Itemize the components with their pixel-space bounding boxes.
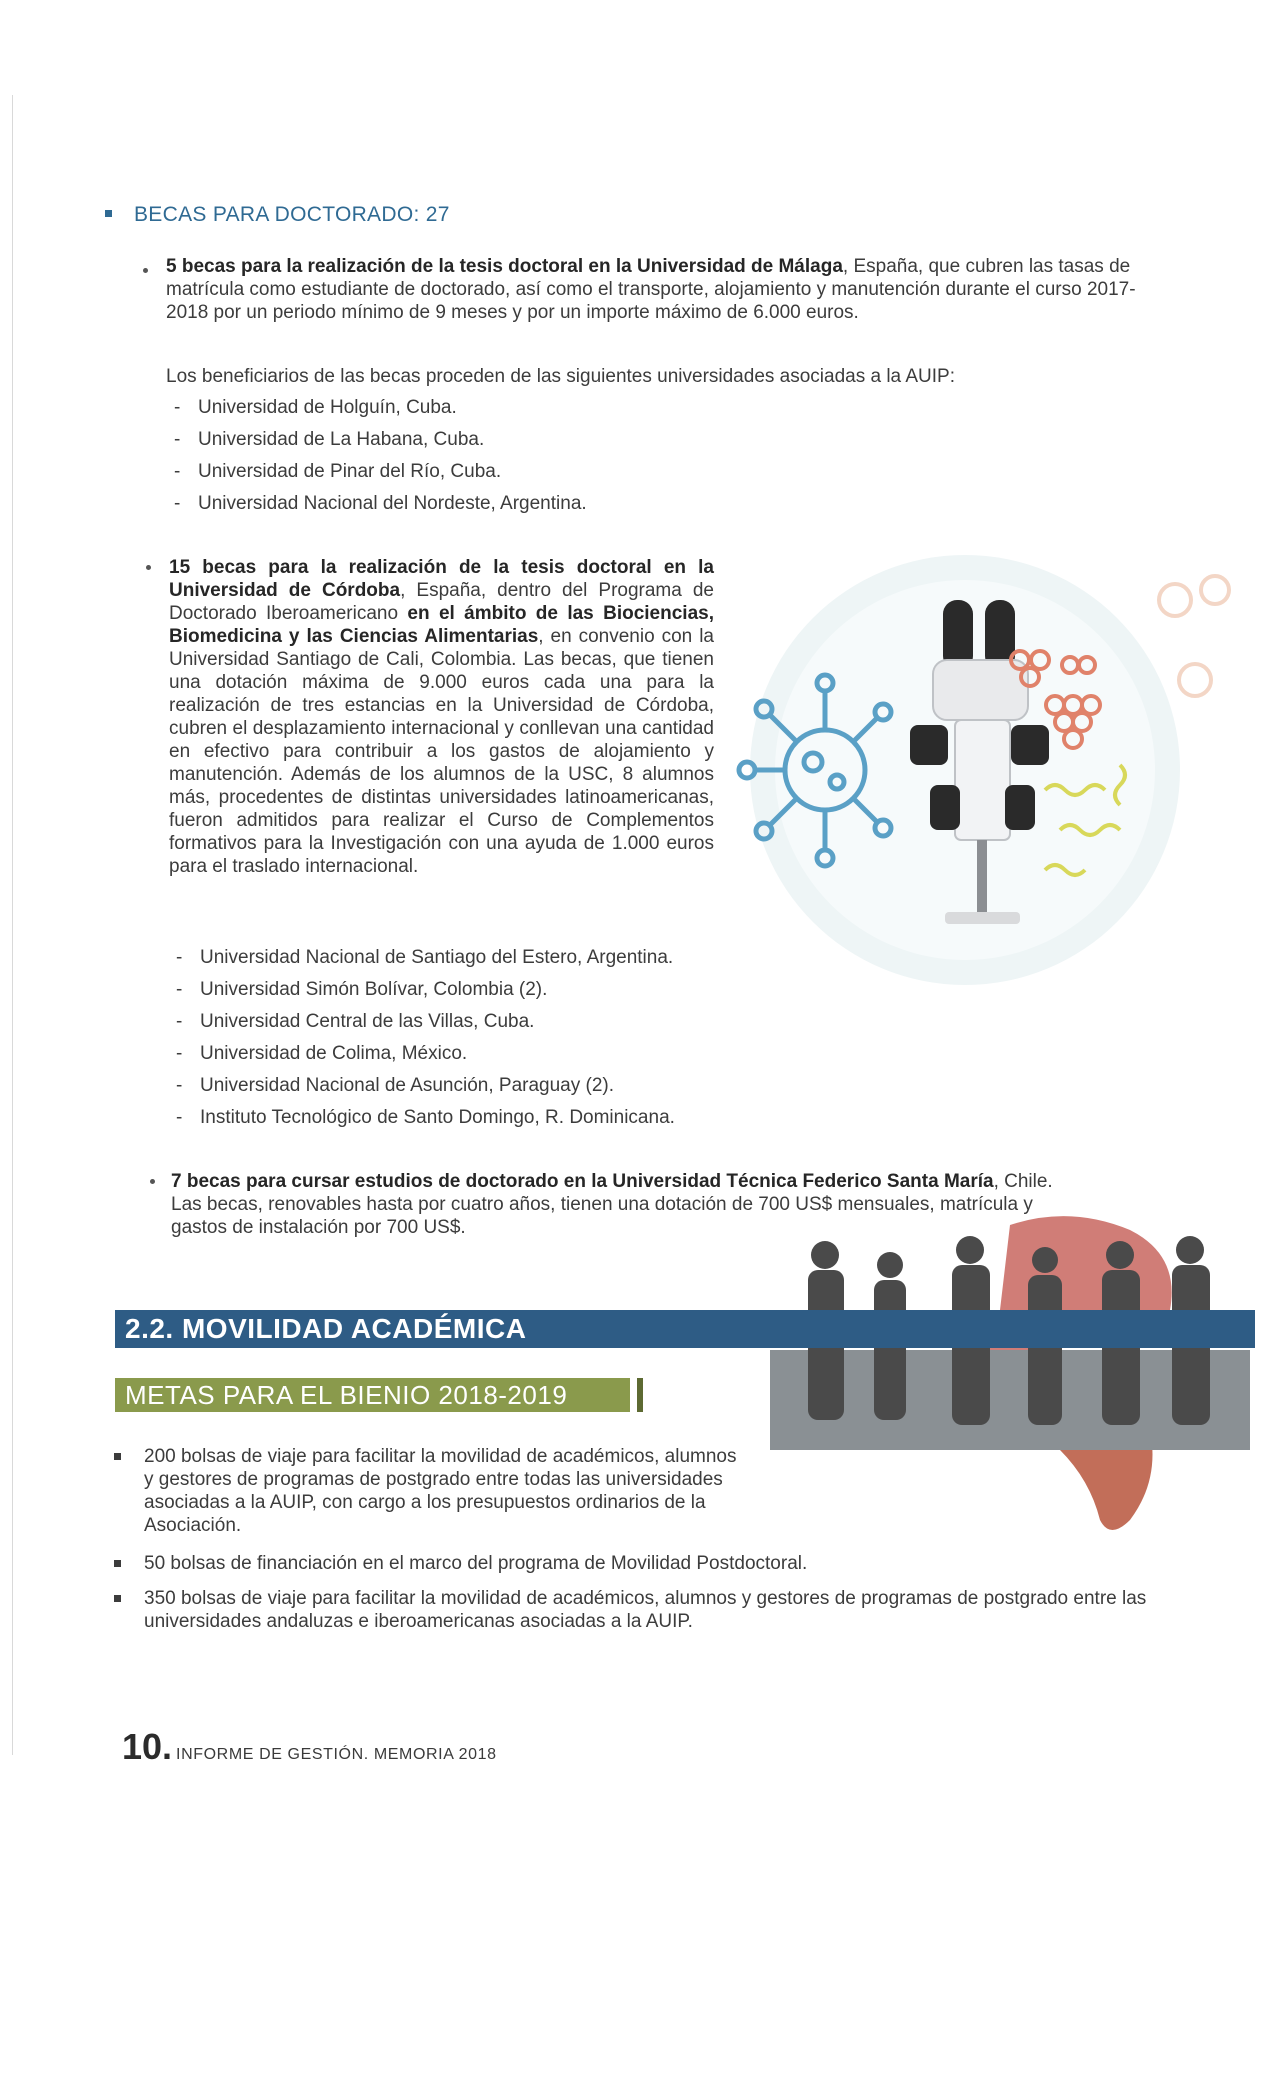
microscope-illustration	[715, 540, 1245, 990]
list-item: - Instituto Tecnológico de Santo Domingo, R. Dominicana.	[172, 1102, 675, 1134]
becas-heading	[105, 203, 450, 227]
section-title-bar	[115, 1310, 1255, 1348]
goals-list	[110, 1552, 1170, 1633]
cordoba-university-list	[172, 942, 675, 1134]
subsection-bar-accent	[637, 1378, 643, 1412]
page-edge-line	[12, 95, 13, 1755]
page-number: 10.	[122, 1726, 173, 1767]
section-title: 2.2. MOVILIDAD ACADÉMICA	[125, 1313, 527, 1344]
subsection-title: METAS PARA EL BIENIO 2018-2019	[125, 1380, 568, 1410]
bullet-dot-icon	[143, 268, 148, 273]
beca-item-cordoba	[169, 556, 714, 878]
beca-santa-maria-text: , Chile. Las becas, renovables hasta por cuatro años, tienen una dotación de 700 US$ mensuales, matrícula y gastos de instalación por 700 US$.	[171, 1171, 1053, 1238]
list-item: - Universidad Nacional del Nordeste, Argentina.	[170, 488, 587, 520]
beca-cordoba-field: en el ámbito de las Biociencias, Biomedicina y las Ciencias Alimentarias	[169, 603, 714, 647]
list-item: - Universidad de La Habana, Cuba.	[170, 424, 587, 456]
list-item: - Universidad Simón Bolívar, Colombia (2).	[172, 974, 675, 1006]
beca-malaga-lead: 5 becas para la realización de la tesis doctoral en la Universidad de Málaga	[166, 256, 843, 277]
bullet-dot-icon	[146, 565, 151, 570]
beca-malaga-text: , España, que cubren las tasas de matrícula como estudiante de doctorado, así como el transporte, alojamiento y manutención durante el curso 2017-2018 por un periodo mínimo de 9 meses y por un importe máximo de 6.000 euros.	[166, 256, 1136, 323]
subsection-title-bar	[115, 1378, 630, 1412]
list-item: - Universidad de Holguín, Cuba.	[170, 392, 587, 424]
bullet-dot-icon	[150, 1179, 155, 1184]
beneficiaries-intro: Los beneficiarios de las becas proceden de las siguientes universidades asociadas a la AUIP:	[166, 366, 955, 387]
list-item: - Universidad de Colima, México.	[172, 1038, 675, 1070]
list-item: 350 bolsas de viaje para facilitar la movilidad de académicos, alumnos y gestores de programas de postgrado entre las universidades andaluzas e iberoamericanas asociadas a la AUIP.	[110, 1587, 1170, 1633]
beca-cordoba-text-1: , España, dentro del Programa de Doctorado Iberoamericano	[169, 580, 714, 624]
people-silhouettes-map-illustration	[770, 1210, 1250, 1540]
malaga-university-list	[170, 392, 587, 520]
footer-text: INFORME DE GESTIÓN. MEMORIA 2018	[176, 1746, 497, 1763]
beca-item-malaga	[166, 255, 1146, 324]
becas-heading-text: BECAS PARA DOCTORADO: 27	[134, 203, 450, 226]
list-item: - Universidad Nacional de Asunción, Paraguay (2).	[172, 1070, 675, 1102]
goals-list-short	[110, 1445, 750, 1537]
beca-santa-maria-lead: 7 becas para cursar estudios de doctorado en la Universidad Técnica Federico Santa María	[171, 1171, 994, 1192]
list-item: 200 bolsas de viaje para facilitar la movilidad de académicos, alumnos y gestores de programas de postgrado entre todas las universidades asociadas a la AUIP, con cargo a los presupuestos ordinarios de la Asociación.	[110, 1445, 750, 1537]
list-item: - Universidad de Pinar del Río, Cuba.	[170, 456, 587, 488]
list-item: - Universidad Central de las Villas, Cuba.	[172, 1006, 675, 1038]
list-item: 50 bolsas de financiación en el marco del programa de Movilidad Postdoctoral.	[110, 1552, 1170, 1575]
square-bullet-icon	[105, 210, 112, 217]
page-footer	[122, 1726, 497, 1768]
beca-cordoba-lead: 15 becas para la realización de la tesis doctoral en la Universidad de Córdoba	[169, 557, 714, 601]
list-item: - Universidad Nacional de Santiago del Estero, Argentina.	[172, 942, 675, 974]
beca-cordoba-text-2: , en convenio con la Universidad Santiago de Cali, Colombia. Las becas, que tienen una dotación máxima de 9.000 euros cada una para la realización de tres estancias en la Universidad de Córdoba, cubren el desplazamiento internacional y conllevan una cantidad en efectivo para contribuir a los gastos de alojamiento y manutención. Además de los alumnos de la USC, 8 alumnos más, procedentes de distintas universidades latinoamericanas, fueron admitidos para realizar el Curso de Complementos formativos para la Investigación con una ayuda de 1.000 euros para el traslado internacional.	[169, 626, 714, 877]
